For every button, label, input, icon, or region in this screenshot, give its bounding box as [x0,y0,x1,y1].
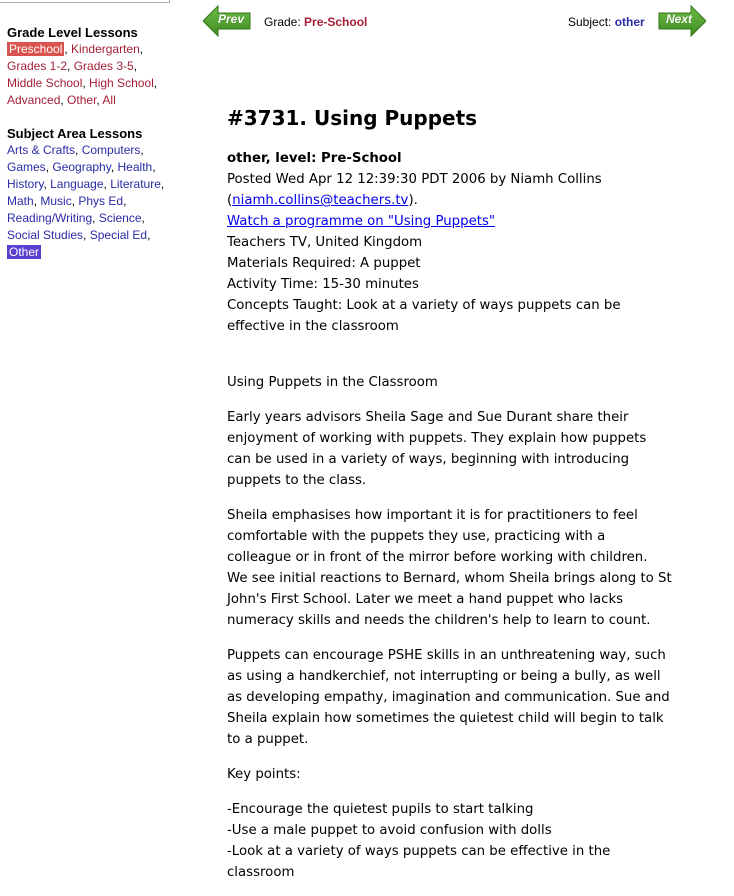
paren-close: ). [408,193,418,208]
author-email-link[interactable]: niamh.collins@teachers.tv [232,193,409,208]
subject-prefix: Subject: [568,15,612,29]
subject-link-computers[interactable]: Computers [81,143,141,157]
subject-link-social-studies[interactable]: Social Studies [7,228,84,242]
current-subject [568,15,645,29]
concepts-taught: Concepts Taught: Look at a variety of ways puppets can be effective in the classroom [227,298,621,334]
spacer [227,337,672,372]
subject-link-other[interactable]: Other [9,245,40,259]
subject-link-literature[interactable]: Literature [110,177,161,191]
grade-link-all[interactable]: All [102,93,116,107]
grade-link-advanced[interactable]: Advanced [7,93,61,107]
subject-link-games[interactable]: Games [7,160,46,174]
key-points-heading: Key points: [227,767,301,782]
prev-button[interactable] [203,5,251,37]
grade-prefix: Grade: [264,15,301,29]
grade-link-other[interactable]: Other [67,93,97,107]
subject-link-language[interactable]: Language [50,177,104,191]
grade-link-kindergarten[interactable]: Kindergarten [71,42,140,56]
subject-link-geography[interactable]: Geography [52,160,111,174]
subject-area-group [7,125,207,261]
lesson-content [227,104,672,883]
grade-link-grades-1-2[interactable]: Grades 1-2 [7,59,68,73]
activity-time: Activity Time: 15-30 minutes [227,277,419,292]
paragraph: Puppets can encourage PSHE skills in an unthreatening way, such as using a handkerchief, not interrupting or being a bully, as well as developing empathy, imagination and communication. Sue and Sheila explain how sometimes the quietest child will begin to talk to a puppet. [227,648,670,747]
grade-level-group [7,24,207,109]
grade-link-preschool[interactable]: Preschool [9,42,63,56]
section-title: Using Puppets in the Classroom [227,375,438,390]
key-point: -Use a male puppet to avoid confusion with dolls [227,823,552,838]
grade-level-heading: Grade Level Lessons [7,25,138,40]
subject-link-reading-writing[interactable]: Reading/Writing [7,211,93,225]
subject-link-science[interactable]: Science [98,211,142,225]
subject-link-phys-ed[interactable]: Phys Ed [78,194,124,208]
grade-link-grades-3-5[interactable]: Grades 3-5 [73,59,134,73]
posted-info: Posted Wed Apr 12 12:39:30 PDT 2006 by Niamh Collins [227,172,602,187]
subject-value: other [614,15,645,29]
subject-link-special-ed[interactable]: Special Ed [89,228,148,242]
author-email-line [227,190,672,211]
grade-links: Preschool , Kindergarten, Grades 1-2, Grades 3-5, Middle School, High School, Advanced, Other, All [7,42,158,107]
watch-programme-link[interactable]: Watch a programme on "Using Puppets" [227,214,496,229]
subject-link-math[interactable]: Math [7,194,34,208]
subject-link-arts-crafts[interactable]: Arts & Crafts [7,143,76,157]
paren-open: ( [227,193,233,208]
subject-link-history[interactable]: History [7,177,44,191]
next-button[interactable] [658,5,706,37]
next-label: Next [666,12,693,26]
lesson-title: #3731. Using Puppets [227,106,478,130]
grade-link-middle-school[interactable]: Middle School [7,76,83,90]
lesson-level: other, level: Pre-School [227,151,402,166]
lesson-source: Teachers TV, United Kingdom [227,235,423,250]
paragraph: Early years advisors Sheila Sage and Sue Durant share their enjoyment of working with puppets. They explain how puppets can be used in a variety of ways, beginning with introducing puppets to the class. [227,410,647,488]
grade-link-high-school[interactable]: High School [89,76,154,90]
grade-value: Pre-School [304,15,368,29]
subject-link-music[interactable]: Music [40,194,72,208]
key-point: -Look at a variety of ways puppets can be effective in the classroom [227,844,611,880]
subject-link-health[interactable]: Health [117,160,153,174]
key-point: -Encourage the quietest pupils to start talking [227,802,534,817]
materials-required: Materials Required: A puppet [227,256,421,271]
paragraph: Sheila emphasises how important it is for practitioners to feel comfortable with the puppets they use, practicing with a colleague or in front of the mirror before working with children. We see initial reactions to Bernard, whom Sheila brings along to St John's First School. Later we meet a hand puppet who lacks numeracy skills and needs the children's help to learn to count. [227,508,672,628]
sidebar [7,24,207,277]
current-grade [264,15,367,29]
subject-area-heading: Subject Area Lessons [7,126,143,141]
top-left-box [0,0,170,3]
prev-label: Prev [218,12,245,26]
subject-links: Arts & Crafts, Computers, Games, Geography, Health, History, Language, Literature, Math, Music, Phys Ed, Reading/Writing, Science, Social Studies, Special Ed, Other [7,143,165,259]
